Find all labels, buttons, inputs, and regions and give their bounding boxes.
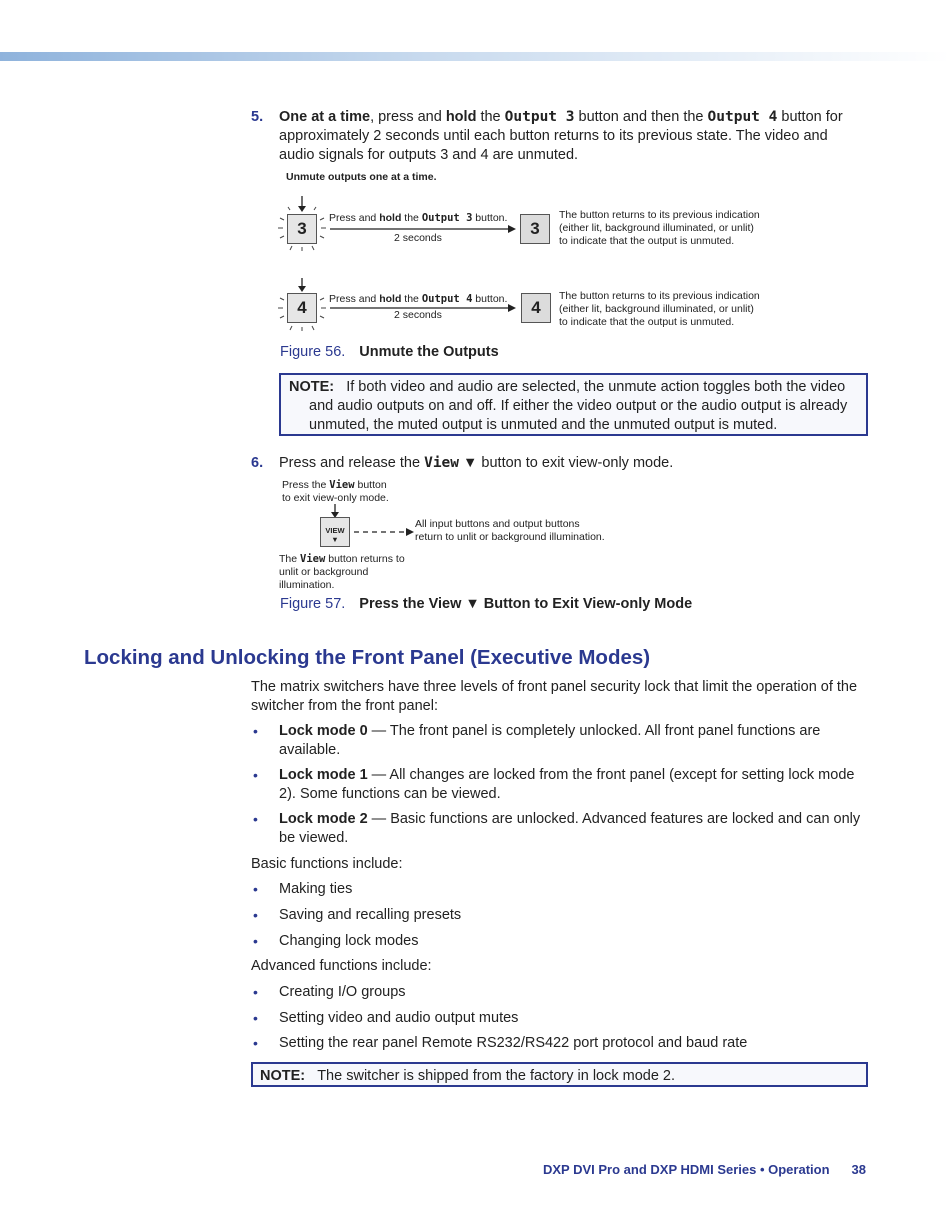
- view-button: [320, 517, 350, 547]
- note-body: The switcher is shipped from the factory in lock mode 2.: [317, 1068, 676, 1084]
- view-return-label: [279, 553, 405, 592]
- emphasis: hold: [379, 293, 402, 305]
- bullet-icon: •: [253, 767, 258, 783]
- text-run: Press and release the: [279, 455, 425, 471]
- result-line: to indicate that the output is unmuted.: [559, 235, 735, 247]
- text-run: the: [476, 109, 505, 125]
- label-line: illumination.: [279, 579, 335, 591]
- figure-title: Press the View ▼ Button to Exit View-only Mode: [359, 596, 693, 612]
- text-run: button.: [472, 293, 508, 305]
- bullet-icon: •: [253, 811, 258, 827]
- list-item-text: [279, 766, 866, 804]
- down-arrow-icon: [298, 278, 306, 292]
- text-run: ▼ button to exit view-only mode.: [459, 455, 674, 471]
- result-line: The button returns to its previous indication: [559, 290, 760, 302]
- list-item-text: Setting the rear panel Remote RS232/RS422 port protocol and baud rate: [279, 1035, 748, 1051]
- row1-duration: 2 seconds: [394, 232, 442, 244]
- page-footer: [543, 1162, 866, 1177]
- row2-action-label: [329, 293, 507, 306]
- mode-desc: — All changes are locked from the front panel (except for setting lock mode 2). Some functions can be viewed.: [279, 767, 855, 802]
- figure-number: Figure 57.: [280, 596, 346, 612]
- text-run: button for approximately 2 seconds until each button returns to its previous state. The video and audio signals for outputs 3 and 4 are unmuted.: [279, 109, 843, 163]
- row1-action-label: [329, 212, 507, 225]
- text-run: Press and: [329, 212, 380, 224]
- button-name: View: [300, 553, 326, 565]
- down-arrow-icon: [298, 196, 306, 212]
- list-item-text: Setting video and audio output mutes: [279, 1010, 519, 1026]
- result-line: (either lit, background illuminated, or unlit): [559, 222, 754, 234]
- label-line: unlit or background: [279, 566, 369, 578]
- note-body: If both video and audio are selected, the unmute action toggles both the video and audio outputs on and off. If either the video output or the audio output is already unmuted, the muted output is unmuted and the unmuted output is muted.: [309, 379, 848, 433]
- note-label: NOTE:: [289, 379, 335, 395]
- header-gradient-bar: [0, 52, 950, 61]
- button-name: View: [424, 455, 460, 471]
- emphasis: One at a time: [279, 109, 371, 125]
- bullet-icon: •: [253, 933, 258, 949]
- bullet-icon: •: [253, 1035, 258, 1051]
- figure-56-heading: Unmute outputs one at a time.: [286, 171, 437, 183]
- button-name: Output 4: [707, 109, 778, 125]
- advanced-heading: Advanced functions include:: [251, 958, 432, 974]
- list-item-text: Making ties: [279, 881, 353, 897]
- output-4-button-result: 4: [521, 293, 551, 323]
- button-name: Output 3: [504, 109, 575, 125]
- note-label: NOTE:: [260, 1068, 306, 1084]
- label-line: to exit view-only mode.: [282, 492, 389, 504]
- emphasis: hold: [379, 212, 402, 224]
- text-run: button: [354, 479, 387, 491]
- mode-name: Lock mode 0: [279, 723, 368, 739]
- mode-name: Lock mode 1: [279, 767, 368, 783]
- section-heading: Locking and Unlocking the Front Panel (Executive Modes): [84, 646, 651, 669]
- list-item-text: Saving and recalling presets: [279, 907, 462, 923]
- list-item-text: Changing lock modes: [279, 933, 419, 949]
- result-line: return to unlit or background illumination.: [415, 531, 605, 543]
- figure-57-caption: [280, 596, 692, 612]
- text-run: button.: [472, 212, 508, 224]
- dashed-arrow-icon: [354, 528, 414, 536]
- output-3-button-result: 3: [520, 214, 550, 244]
- row2-result-text: [559, 290, 760, 329]
- basic-heading: Basic functions include:: [251, 856, 403, 872]
- figure-number: Figure 56.: [280, 344, 346, 360]
- note-box: [251, 1062, 868, 1087]
- result-line: to indicate that the output is unmuted.: [559, 316, 735, 328]
- section-intro: The matrix switchers have three levels of front panel security lock that limit the operation of the switcher from the front panel:: [251, 679, 858, 714]
- label-line: [282, 479, 389, 492]
- output-3-button-pressed: 3: [287, 214, 317, 244]
- page-number: 38: [851, 1162, 866, 1177]
- output-4-button-pressed: 4: [287, 293, 317, 323]
- bullet-icon: •: [253, 723, 258, 739]
- text-run: Press and: [329, 293, 380, 305]
- text-run: Press the: [282, 479, 330, 491]
- footer-title: DXP DVI Pro and DXP HDMI Series • Operation: [542, 1162, 830, 1177]
- label-line: [279, 553, 405, 566]
- result-line: The button returns to its previous indication: [559, 209, 760, 221]
- text-run: the: [401, 212, 422, 224]
- row2-duration: 2 seconds: [394, 309, 442, 321]
- bullet-icon: •: [253, 881, 258, 897]
- mode-desc: — The front panel is completely unlocked. All front panel functions are available.: [279, 723, 821, 758]
- list-item-text: [279, 810, 866, 848]
- view-button-label: VIEW: [325, 526, 345, 535]
- bullet-icon: •: [253, 907, 258, 923]
- emphasis: hold: [445, 109, 477, 125]
- mode-name: Lock mode 2: [279, 811, 368, 827]
- text-run: button and then the: [574, 109, 708, 125]
- note-box: [279, 373, 868, 436]
- step-text: [279, 108, 861, 165]
- result-line: All input buttons and output buttons: [415, 518, 580, 530]
- list-item-text: [279, 722, 866, 760]
- text-run: the: [401, 293, 422, 305]
- triangle-down-icon: ▼: [331, 535, 339, 544]
- bullet-icon: •: [253, 984, 258, 1000]
- figure-56-caption: [280, 344, 499, 360]
- text-run: , press and: [370, 109, 446, 125]
- button-name: View: [329, 479, 355, 491]
- view-result-text: [415, 518, 605, 544]
- step-text: [279, 454, 861, 473]
- down-arrow-icon: [331, 504, 339, 518]
- step-number: 5.: [251, 109, 264, 125]
- text-run: button returns to: [325, 553, 405, 565]
- step-number: 6.: [251, 455, 264, 471]
- result-line: (either lit, background illuminated, or unlit): [559, 303, 754, 315]
- text-run: The: [279, 553, 301, 565]
- row1-result-text: [559, 209, 760, 248]
- note-text: [289, 378, 858, 435]
- list-item-text: Creating I/O groups: [279, 984, 406, 1000]
- mode-desc: — Basic functions are unlocked. Advanced features are locked and can only be viewed.: [279, 811, 861, 846]
- button-name: Output 4: [421, 293, 473, 305]
- bullet-icon: •: [253, 1010, 258, 1026]
- button-name: Output 3: [421, 212, 473, 224]
- figure-title: Unmute the Outputs: [359, 344, 499, 360]
